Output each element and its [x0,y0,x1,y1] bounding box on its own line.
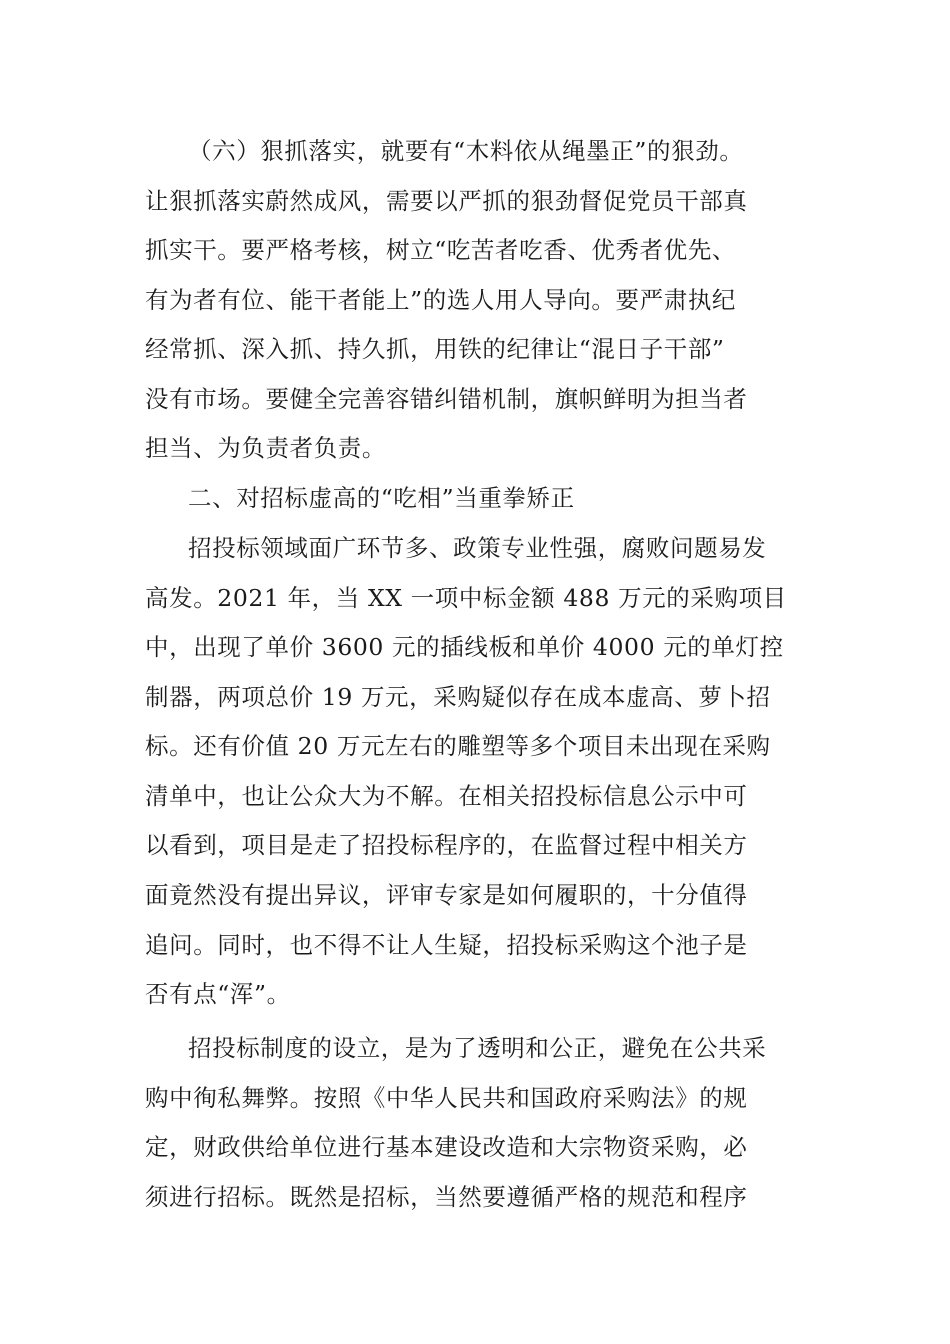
paragraph-line: 追问。同时，也不得不让人生疑，招投标采购这个池子是 [145,931,748,959]
paragraph-line: 面竟然没有提出异议，评审专家是如何履职的，十分值得 [145,881,748,909]
paragraph-line: 中，出现了单价 3600 元的插线板和单价 4000 元的单灯控 [145,633,784,661]
paragraph-line: 清单中，也让公众大为不解。在相关招投标信息公示中可 [145,782,748,810]
paragraph-line: 否有点“浑”。 [145,980,291,1008]
paragraph-line: 须进行招标。既然是招标，当然要遵循严格的规范和程序 [145,1183,748,1211]
paragraph-line: 招投标领域面广环节多、政策专业性强，腐败问题易发 [188,534,767,562]
paragraph-line: 高发。2021 年，当 XX 一项中标金额 488 万元的采购项目 [145,584,787,612]
paragraph-line: 让狠抓落实蔚然成风，需要以严抓的狠劲督促党员干部真 [145,187,748,215]
paragraph-line: 标。还有价值 20 万元左右的雕塑等多个项目未出现在采购 [145,732,771,760]
paragraph-line: 有为者有位、能干者能上”的选人用人导向。要严肃执纪 [145,286,737,314]
paragraph-line: 购中徇私舞弊。按照《中华人民共和国政府采购法》的规 [145,1084,748,1112]
paragraph-line: 以看到，项目是走了招投标程序的，在监督过程中相关方 [145,831,748,859]
paragraph-line: 制器，两项总价 19 万元，采购疑似存在成本虚高、萝卜招 [145,683,771,711]
paragraph-line: （六）狠抓落实，就要有“木料依从绳墨正”的狠劲。 [188,137,744,165]
paragraph-line: 招投标制度的设立，是为了透明和公正，避免在公共采 [188,1034,767,1062]
paragraph-line: 担当、为负责者负责。 [145,434,386,462]
paragraph-line: 经常抓、深入抓、持久抓，用铁的纪律让“混日子干部” [145,335,725,363]
section-heading: 二、对招标虚高的“吃相”当重拳矫正 [188,484,575,512]
paragraph-line: 定，财政供给单位进行基本建设改造和大宗物资采购，必 [145,1133,748,1161]
paragraph-line: 没有市场。要健全完善容错纠错机制，旗帜鲜明为担当者 [145,385,748,413]
paragraph-line: 抓实干。要严格考核，树立“吃苦者吃香、优秀者优先、 [145,236,737,264]
